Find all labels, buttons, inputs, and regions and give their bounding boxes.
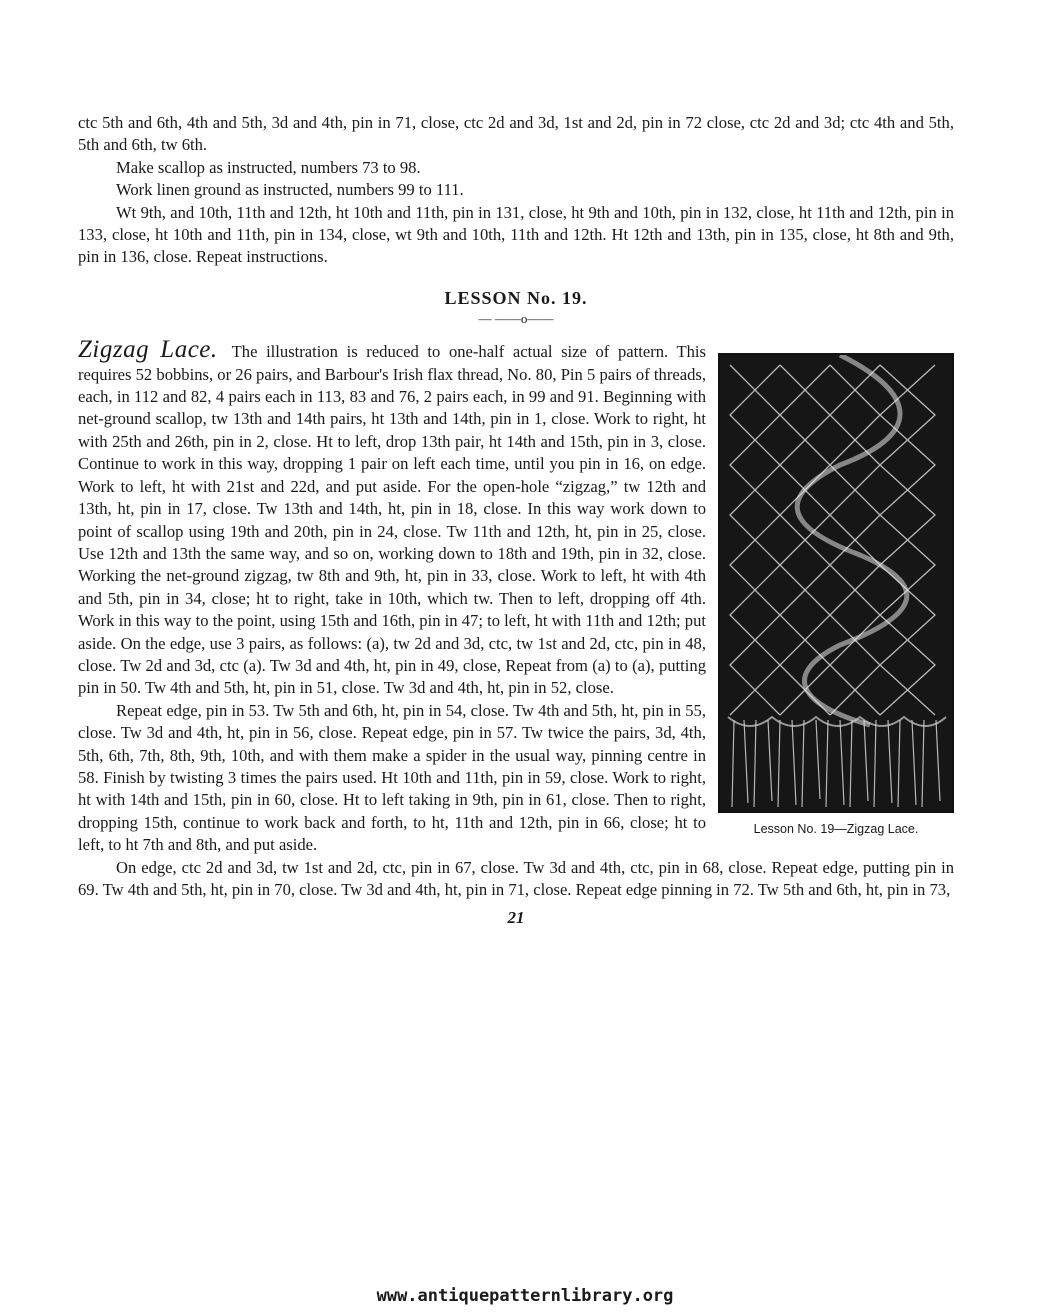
lesson-paragraph-1-text: The illustration is reduced to one-half actual size of pattern. This requires 52 bobbins, or 26 pairs, and Barbour's Irish flax thread, No. 80, Pin 5 pairs of threads, each, in 112 and 82, 4 pairs each in 113, 83 and 76, 2 pairs each, in 99 and 91. Beginning with net-ground scallop, tw 13th and 14th pairs, ht 13th and 14th, pin in 1, close. Work to right, ht with 25th and 26th, pin in 2, close. Ht to left, drop 13th pair, ht 14th and 15th, pin in 3, close. Continue to work in this way, dropping 1 pair on left each time, until you pin in 16, on edge. Work to left, ht with 21st and 22d, and put aside. For the open-hole “zigzag,” tw 12th and 13th, ht, pin in 17, close. Tw 13th and 14th, ht, pin in 18, close. In this way work down to point of scallop using 19th and 20th, pin in 24, close. Tw 11th and 12th, ht, pin in 25, close. Use 12th and 13th the same way, and so on, working down to 18th and 19th, pin in 32, close. Working the net-ground zigzag, tw 8th and 9th, ht, pin in 33, close. Work to left, ht with 4th and 5th, pin in 34, close; ht to right, take in 10th, which tw. Then to left, dropping off 4th. Work in this way to the point, using 15th and 16th, pin in 47; to left, ht with 11th and 12th; put aside. On the edge, use 3 pairs, as follows: (a), tw 2d and 3d, ctc, tw 1st and 2d, ctc, pin in 48, close. Tw 2d and 3d, ctc (a). Tw 3d and 4th, ht, pin in 49, close, Repeat from (a) to (a), putting pin in 50. Tw 4th and 5th, ht, pin in 51, close. Tw 3d and 4th, ht, pin in 52, close. — [78, 342, 706, 698]
intro-paragraph-2: Make scallop as instructed, numbers 73 to 98. — [116, 157, 421, 177]
lesson-paragraph-2: Repeat edge, pin in 53. Tw 5th and 6th, ht, pin in 54, close. Tw 4th and 5th, ht, pin in 55, close. Tw 3d and 4th, ht, pin in 56, close. Repeat edge, pin in 57. Tw twice the pairs, 3d, 4th, 5th, 6th, 7th, 8th, 9th, 10th, and with them make a spider in the usual way, pinning centre in 58. Finish by twisting 3 times the pairs used. Ht 10th and 11th, pin in 59, close. Work to right, ht with 14th and 15th, pin in 60, close. Ht to left taking in 9th, pin in 61, close. Then to right, dropping 15th, continue to work back and forth, to ht, 11th and 12th, pin in 66, close; ht to left, to ht 7th and 8th, and put aside. — [78, 700, 706, 855]
lesson-lead-title: Zigzag Lace. — [78, 336, 218, 364]
section-divider: — ——o—— — [478, 311, 554, 327]
lace-illustration — [720, 355, 952, 811]
intro-paragraph-4: Wt 9th, and 10th, 11th and 12th, ht 10th and 11th, pin in 131, close, ht 9th and 10th, pin in 132, close, ht 11th and 12th, pin in 133, close, ht 10th and 11th, pin in 134, close, wt 9th and 10th, 11th and 12th. Ht 12th and 13th, pin in 135, close, ht 8th and 9th, pin in 136, close. Repeat instructions. — [78, 202, 954, 267]
figure-caption: Lesson No. 19—Zigzag Lace. — [753, 822, 919, 837]
footer-url: www.antiquepatternlibrary.org — [376, 1286, 674, 1306]
lesson-paragraph-3: On edge, ctc 2d and 3d, tw 1st and 2d, ctc, pin in 67, close. Tw 3d and 4th, ctc, pin in 68, close. Repeat edge, putting pin in 69. Tw 4th and 5th, ht, pin in 70, close. Tw 3d and 4th, ht, pin in 71, close. Repeat edge pinning in 72. Tw 5th and 6th, ht, pin in 73, — [78, 857, 954, 899]
page-body — [78, 112, 954, 930]
intro-paragraph-1: ctc 5th and 6th, 4th and 5th, 3d and 4th, pin in 71, close, ctc 2d and 3d, 1st and 2d, pin in 72 close, ctc 2d and 3d; ctc 4th and 5th, 5th and 6th, tw 6th. — [78, 113, 954, 155]
figure — [718, 353, 954, 837]
page-number: 21 — [507, 908, 525, 928]
zigzag-lace-photo — [718, 353, 954, 813]
intro-paragraph-3: Work linen ground as instructed, numbers 99 to 111. — [116, 180, 464, 200]
lesson-title: LESSON No. 19. — [444, 287, 588, 308]
